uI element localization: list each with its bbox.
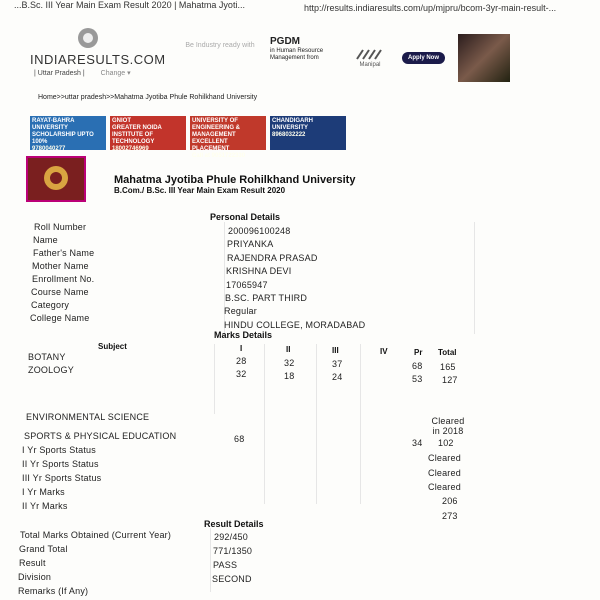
extra-value: Cleared (428, 453, 461, 463)
env-science-label: ENVIRONMENTAL SCIENCE (26, 412, 150, 422)
sponsor-mark-icon (355, 48, 385, 60)
col-iii: III (332, 346, 339, 355)
env-science-status: Cleared in 2018 (431, 416, 465, 436)
personal-label: College Name (30, 313, 90, 323)
pgdm-ad[interactable] (270, 36, 330, 62)
banner-name: RAYAT-BAHRA UNIVERSITY (32, 118, 75, 131)
university-name: Mahatma Jyotiba Phule Rohilkhand University (114, 174, 356, 186)
col-iv: IV (380, 347, 388, 356)
banner-tagline: SCHOLARSHIP UPTO 100% (32, 132, 94, 145)
banner-tagline: GREATER NOIDA INSTITUTE OF TECHNOLOGY (112, 125, 162, 145)
banner-phone: 18002746969 (112, 146, 149, 152)
mark-iii: 37 (332, 359, 343, 369)
personal-label: Roll Number (34, 222, 87, 232)
personal-value: RAJENDRA PRASAD (227, 253, 318, 263)
result-label: Grand Total (19, 544, 68, 554)
marks-details-title: Marks Details (214, 330, 273, 340)
mark-iii: 24 (332, 372, 343, 382)
ad-tagline: Be Industry ready with (185, 42, 255, 49)
personal-label: Category (31, 300, 70, 310)
sponsor-logo (350, 48, 390, 68)
sports-pe-pr: 34 (412, 438, 423, 448)
pgdm-title: PGDM (270, 36, 300, 47)
result-value: 771/1350 (213, 546, 253, 556)
banner-name: CHANDIGARH UNIVERSITY (272, 118, 313, 131)
col-pr: Pr (414, 348, 423, 357)
subject-name: ZOOLOGY (28, 365, 74, 375)
personal-value: KRISHNA DEVI (226, 266, 292, 276)
personal-value: 17065947 (226, 280, 268, 290)
sports-pe-label: SPORTS & PHYSICAL EDUCATION (24, 431, 177, 441)
logo-text: INDIARESULTS.COM (30, 52, 166, 67)
result-label: Division (18, 572, 52, 582)
result-details-title: Result Details (204, 519, 264, 529)
extra-value: 273 (442, 511, 458, 521)
personal-value: B.SC. PART THIRD (225, 293, 308, 303)
banner-gniot[interactable] (110, 116, 186, 150)
result-label: Total Marks Obtained (Current Year) (20, 530, 172, 540)
personal-label: Mother Name (32, 261, 89, 271)
pgdm-subtitle: in Human Resource Management from (270, 48, 324, 61)
personal-details-title: Personal Details (210, 212, 281, 222)
banner-rayat-bahra[interactable] (30, 116, 106, 150)
apply-now-button[interactable]: Apply Now (402, 52, 445, 64)
change-region-link[interactable]: Change ▾ (100, 70, 131, 77)
sports-pe-total: 102 (438, 438, 454, 448)
extra-label: I Yr Sports Status (22, 445, 96, 455)
banner-phone: 8968032222 (272, 132, 306, 138)
site-logo[interactable] (30, 26, 166, 77)
mark-total: 127 (442, 375, 458, 385)
extra-label: III Yr Sports Status (22, 473, 102, 483)
banner-phone: Call at 9051722330 (192, 153, 246, 159)
subject-name: BOTANY (28, 352, 66, 362)
extra-label: II Yr Marks (22, 501, 68, 511)
banner-uem[interactable] (190, 116, 266, 159)
region-label: | Uttar Pradesh | (34, 70, 85, 77)
ad-image[interactable] (458, 34, 510, 82)
personal-label: Name (33, 235, 58, 245)
extra-value: Cleared (428, 468, 461, 478)
col-ii: II (286, 345, 291, 354)
result-value: 292/450 (214, 532, 248, 542)
personal-label: Father's Name (33, 248, 95, 258)
extra-label: II Yr Sports Status (22, 459, 99, 469)
mark-pr: 68 (412, 361, 423, 371)
mark-ii: 18 (284, 371, 295, 381)
breadcrumb[interactable]: Home>>uttar pradesh>>Mahatma Jyotiba Phule Rohilkhand University (38, 94, 258, 101)
banner-strip (30, 116, 346, 159)
col-i: I (240, 344, 243, 353)
mark-ii: 32 (284, 358, 295, 368)
personal-label: Course Name (31, 287, 89, 297)
university-emblem-icon (28, 158, 84, 200)
mark-i: 28 (236, 356, 247, 366)
logo-emblem-icon (76, 26, 100, 50)
tab-title: ...B.Sc. III Year Main Exam Result 2020 | Mahatma Jyoti... (14, 0, 245, 10)
personal-value: Regular (224, 306, 257, 316)
university-logo (26, 156, 86, 202)
personal-value: PRIYANKA (227, 239, 274, 249)
col-total: Total (438, 348, 457, 357)
result-value: PASS (213, 560, 238, 570)
sponsor-name: Manipal (359, 62, 381, 68)
mark-total: 165 (440, 362, 456, 372)
col-subject: Subject (98, 342, 127, 351)
result-label: Remarks (If Any) (18, 586, 89, 596)
personal-value: HINDU COLLEGE, MORADABAD (224, 320, 366, 330)
banner-phone: 9780040277 (32, 146, 66, 152)
result-label: Result (19, 558, 46, 568)
extra-label: I Yr Marks (22, 487, 65, 497)
result-value: SECOND (212, 574, 252, 584)
extra-value: 206 (442, 496, 458, 506)
mark-pr: 53 (412, 374, 423, 384)
personal-value: 200096100248 (228, 226, 291, 236)
banner-tagline: EXCELLENT PLACEMENT (192, 139, 230, 152)
mark-i: 32 (236, 369, 247, 379)
banner-chandigarh[interactable] (270, 116, 346, 150)
sports-pe-i: 68 (234, 434, 245, 444)
extra-value: Cleared (428, 482, 461, 492)
personal-label: Enrollment No. (32, 274, 95, 284)
banner-name: UNIVERSITY OF ENGINEERING & MANAGEMENT (192, 118, 241, 138)
banner-name: GNIOT (112, 118, 131, 124)
exam-title: B.Com./ B.Sc. III Year Main Exam Result 2020 (114, 186, 286, 195)
url-bar[interactable]: http://results.indiaresults.com/up/mjpru/bcom-3yr-main-result-... (304, 3, 557, 13)
